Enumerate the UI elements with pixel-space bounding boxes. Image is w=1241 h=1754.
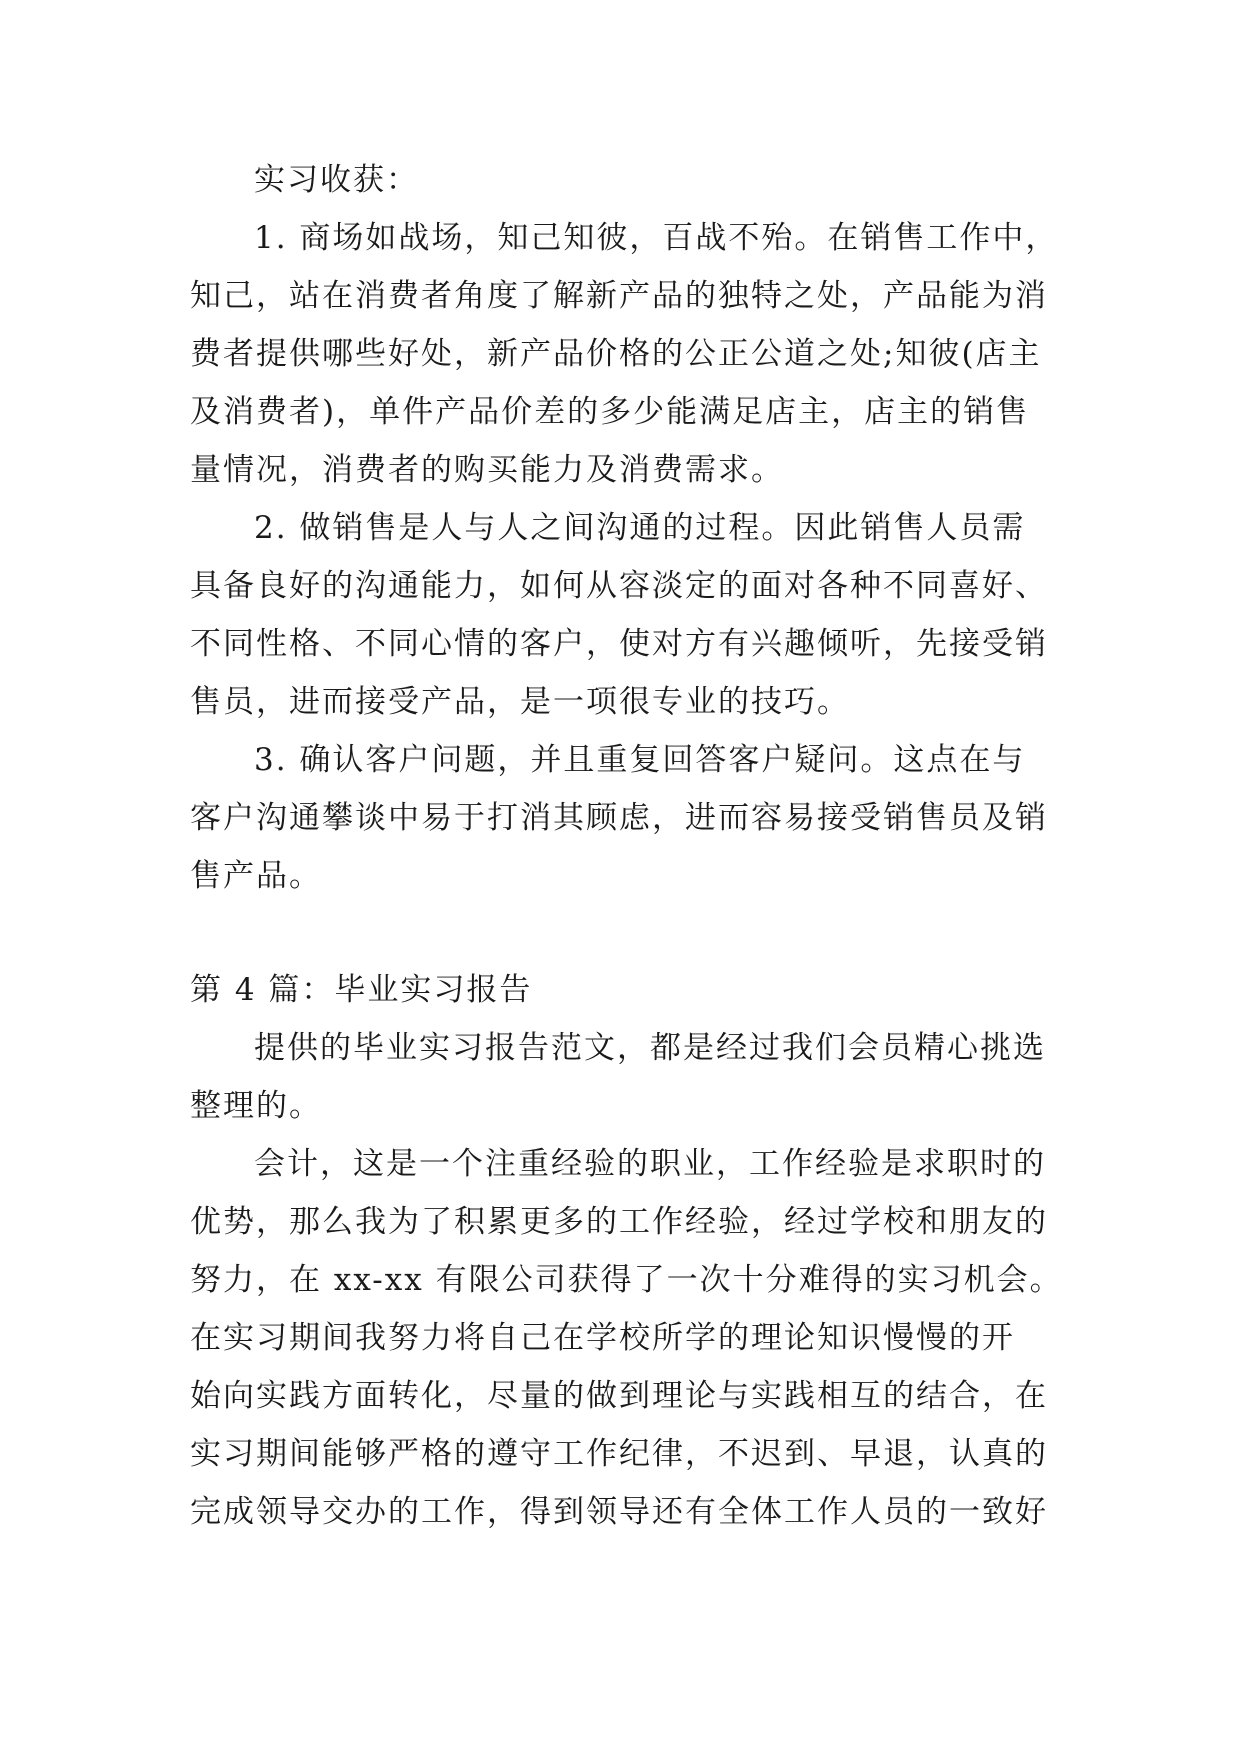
paragraph-line: 整理的。	[190, 1088, 322, 1124]
paragraph-line: 完成领导交办的工作，得到领导还有全体工作人员的一致好	[190, 1494, 1048, 1530]
paragraph-line: 售产品。	[190, 858, 322, 894]
paragraph-line: 在实习期间我努力将自己在学校所学的理论知识慢慢的开	[190, 1320, 1015, 1356]
paragraph-line: 提供的毕业实习报告范文，都是经过我们会员精心挑选	[254, 1030, 1046, 1066]
paragraph-line: 具备良好的沟通能力，如何从容淡定的面对各种不同喜好、	[190, 568, 1048, 604]
section-heading-harvest: 实习收获：	[254, 162, 419, 198]
paragraph-line: 努力，在 xx-xx 有限公司获得了一次十分难得的实习机会。	[190, 1262, 1063, 1298]
chapter-heading: 第 4 篇：毕业实习报告	[190, 972, 533, 1008]
paragraph-line: 客户沟通攀谈中易于打消其顾虑，进而容易接受销售员及销	[190, 800, 1048, 836]
paragraph-line: 知己，站在消费者角度了解新产品的独特之处，产品能为消	[190, 278, 1048, 314]
paragraph-line: 不同性格、不同心情的客户，使对方有兴趣倾听，先接受销	[190, 626, 1048, 662]
paragraph-line: 始向实践方面转化，尽量的做到理论与实践相互的结合，在	[190, 1378, 1048, 1414]
paragraph-line: 2. 做销售是人与人之间沟通的过程。因此销售人员需	[254, 510, 1026, 546]
paragraph-line: 及消费者)，单件产品价差的多少能满足店主，店主的销售	[190, 394, 1030, 430]
paragraph-line: 费者提供哪些好处，新产品价格的公正公道之处;知彼(店主	[190, 336, 1042, 372]
paragraph-line: 会计，这是一个注重经验的职业，工作经验是求职时的	[254, 1146, 1046, 1182]
paragraph-line: 实习期间能够严格的遵守工作纪律，不迟到、早退，认真的	[190, 1436, 1048, 1472]
paragraph-line: 优势，那么我为了积累更多的工作经验，经过学校和朋友的	[190, 1204, 1048, 1240]
paragraph-line: 3. 确认客户问题，并且重复回答客户疑问。这点在与	[254, 742, 1026, 778]
paragraph-line: 量情况，消费者的购买能力及消费需求。	[190, 452, 784, 488]
paragraph-line: 售员，进而接受产品，是一项很专业的技巧。	[190, 684, 850, 720]
paragraph-line: 1. 商场如战场，知己知彼，百战不殆。在销售工作中，	[254, 220, 1059, 256]
